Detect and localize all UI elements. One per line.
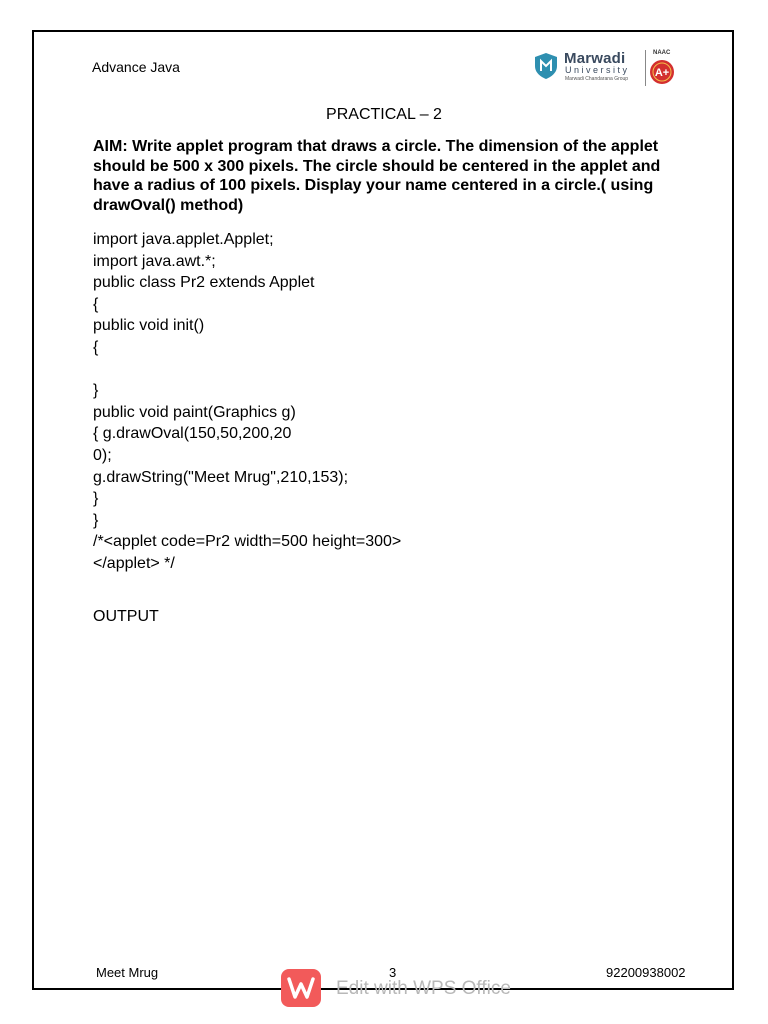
course-name: Advance Java — [92, 59, 180, 75]
logo-brand-sub: University — [565, 65, 630, 75]
code-line — [93, 359, 653, 381]
code-line: public class Pr2 extends Applet — [93, 274, 315, 292]
shield-icon — [534, 52, 558, 80]
footer-enrollment-number: 92200938002 — [606, 965, 686, 980]
practical-title: PRACTICAL – 2 — [326, 106, 442, 123]
code-line: </applet> */ — [93, 554, 175, 572]
code-line: /*<applet code=Pr2 width=500 height=300> — [93, 533, 402, 551]
code-line: 0); — [93, 446, 112, 464]
code-line: import java.awt.*; — [93, 252, 216, 270]
footer-page-number: 3 — [389, 965, 397, 980]
code-line: public void paint(Graphics g) — [93, 403, 296, 421]
code-line: } — [93, 382, 99, 400]
naac-grade-text: A+ — [654, 67, 670, 79]
wps-watermark-text[interactable]: Edit with WPS Office — [336, 978, 511, 999]
logo-group: Marwadi Chandarana Group — [565, 76, 629, 82]
wps-logo-icon[interactable] — [280, 968, 322, 1008]
code-line: } — [93, 511, 99, 529]
code-line: } — [93, 490, 99, 508]
code-line: public void init() — [93, 317, 205, 335]
code-line: { — [93, 295, 99, 313]
code-line: { — [93, 338, 99, 356]
aim-paragraph: AIM: Write applet program that draws a circle. The dimension of the applet should be 500 x 300 pixels. The circle should be centered in the applet and have a radius of 100 pixels. Display your name centered in a circle.( using drawOval() method) — [93, 138, 661, 214]
code-line: { g.drawOval(150,50,200,20 — [93, 425, 292, 443]
code-line: import java.applet.Applet; — [93, 231, 274, 248]
naac-label: NAAC — [653, 50, 671, 56]
logo-divider — [645, 50, 646, 86]
code-line: g.drawString("Meet Mrug",210,153); — [93, 468, 349, 486]
footer-student-name: Meet Mrug — [96, 965, 159, 980]
code-block — [93, 229, 653, 575]
logo-brand-name: Marwadi — [564, 50, 626, 67]
output-heading: OUTPUT — [93, 608, 159, 625]
naac-grade-badge-icon — [648, 58, 676, 86]
university-logo — [534, 48, 680, 88]
